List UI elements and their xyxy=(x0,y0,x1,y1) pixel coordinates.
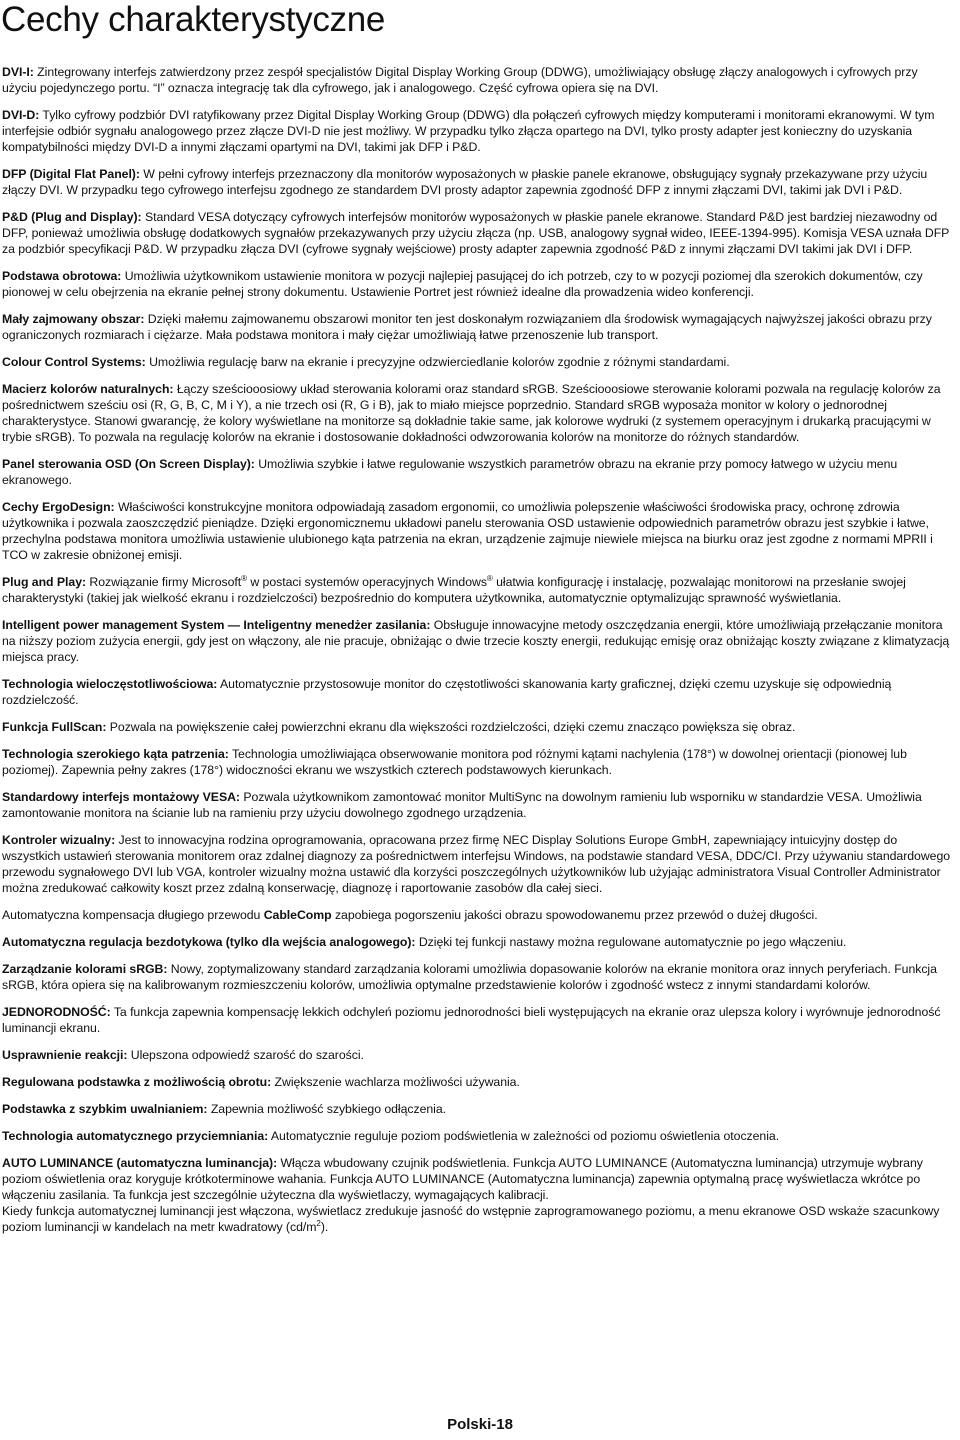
feature-multiple-frequency xyxy=(2,676,952,708)
feature-description: Umożliwia szybkie i łatwe regulowanie wszystkich parametrów obrazu na ekranie przy pomocy łatwego w użyciu menu ekranowego. xyxy=(2,457,898,487)
feature-description: Pozwala na powiększenie całej powierzchni ekranu dla większości rozdzielczości, dzięki czemu znacząco powiększa się obraz. xyxy=(106,720,796,734)
feature-auto-luminance xyxy=(2,1155,952,1203)
features-list xyxy=(2,64,952,1246)
feature-term: DVI-I: xyxy=(2,65,34,79)
registered-mark: ® xyxy=(241,573,247,583)
feature-term: Regulowana podstawka z możliwością obrotu: xyxy=(2,1075,272,1089)
feature-term: CableComp xyxy=(263,908,332,922)
page-number: Polski-18 xyxy=(447,1416,513,1433)
feature-term: AUTO LUMINANCE (automatyczna luminancja): xyxy=(2,1156,278,1170)
feature-term: DVI-D: xyxy=(2,108,40,122)
feature-description: Technologia umożliwiająca obserwowanie monitora pod różnymi kątami nachylenia (178°) w dowolnej orientacji (pionowej lub poziomej). Zapewnia pełny zakres (178°) widoczności ekranu we wszystkich czterech podstawowych kierunkach. xyxy=(2,747,907,777)
feature-description: Zwiększenie wachlarza możliwości używania. xyxy=(271,1075,520,1089)
feature-term: Technologia wieloczęstotliwościowa: xyxy=(2,677,218,691)
feature-plug-and-display xyxy=(2,209,952,257)
feature-term: Usprawnienie reakcji: xyxy=(2,1048,128,1062)
feature-description: Standard VESA dotyczący cyfrowych interfejsów monitorów wyposażonych w płaskie panele ekranowe. Standard P&D jest bardziej niezawodny od DFP, ponieważ umożliwia obsługę dodatkowych sygnałów przekazywanych przy użyciu złącza (np. USB, analogowy sygnał wideo, IEEE-1394-995). Komisja VESA uznała DFP za podzbiór specyfikacji P&D. W przypadku złącza DVI (cyfrowe sygnały wejściowe) prosty adapter zapewnia zgodność P&D z innymi złączami DVI takimi jak DVI i DFP. xyxy=(2,210,950,256)
feature-description: Automatycznie reguluje poziom podświetlenia w zależności od poziomu oświetlenia otoczenia. xyxy=(268,1129,780,1143)
feature-term: Colour Control Systems: xyxy=(2,355,146,369)
feature-description: Rozwiązanie firmy Microsoft xyxy=(86,575,242,589)
feature-description: Właściwości konstrukcyjne monitora odpowiadają zasadom ergonomii, co umożliwia polepszenie właściwości środowiska pracy, ochronę zdrowia użytkownika i pozwala zaoszczędzić pieniądze. Dzięki ergonomicznemu układowi panelu sterowania OSD ustawienie odpowiednich parametrów obrazu jest szybkie i łatwe, przechylna podstawa monitora umożliwia ustawienie ulubionego kąta patrzenia na ekran, urządzenie zajmuje niewiele miejsca na biurku oraz jest zgodne z normami MPRII i TCO w zakresie obniżonej emisji. xyxy=(2,500,933,562)
feature-pivot-stand xyxy=(2,268,952,300)
feature-fullscan xyxy=(2,719,952,735)
feature-term: Funkcja FullScan: xyxy=(2,720,107,734)
feature-ergodesign xyxy=(2,499,952,563)
feature-description: Ulepszona odpowiedź szarość do szarości. xyxy=(127,1048,364,1062)
feature-term: Mały zajmowany obszar: xyxy=(2,312,145,326)
feature-description: Umożliwia użytkownikom ustawienie monitora w pozycji najlepiej pasującej do ich potrzeb, czy to w pozycji poziomej dla szerokich dokumentów, czy pionowej w celu obejrzenia na ekranie pełnej strony dokumentu. Ustawienie Portret jest również idealne dla prowadzenia wideo konferencji. xyxy=(2,269,923,299)
feature-response-improve xyxy=(2,1047,952,1063)
feature-description: Obsługuje innowacyjne metody oszczędzania energii, które umożliwiają przełączanie monitora na niższy poziom zużycia energii, gdy jest on włączony, ale nie pracuje, obniżając o dwie trzecie koszty energii, redukując emisję oraz obniżając koszty związane z klimatyzacją miejsca pracy. xyxy=(2,618,950,664)
feature-description: Tylko cyfrowy podzbiór DVI ratyfikowany przez Digital Display Working Group (DDWG) dla połączeń cyfrowych między komputerami i monitorami ekranowymi. W tym interfejsie odbiór sygnału analogowego przez złącze DVI-D nie jest możliwy. W przypadku tylko złącza opartego na DVI, tylko prosty adapter jest konieczny do uzyskania kompatybilności między DVI-D a innymi złączami opartymi na DVI, takimi jak DFP i P&D. xyxy=(2,108,935,154)
feature-natural-color-matrix xyxy=(2,381,952,445)
feature-description: Jest to innowacyjna rodzina oprogramowania, opracowana przez firmę NEC Display Solutions Europe GmbH, zapewniający intuicyjny dostęp do wszystkich ustawień sterowania monitorem oraz zdalnej diagnozy za pośrednictwem interfejsu Windows, na podstawie standard VESA, DDC/CI. Przy używaniu standardowego przewodu sygnałowego DVI lub VGA, kontroler wizualny można ustawić dla korzyści poszczególnych użytkowników lub użyjając administratora Visual Controller Administrator można zredukować całkowity koszt przez zdalną konserwację, diagnozę i raportowanie zasobów dla całej sieci. xyxy=(2,833,951,895)
feature-term: Zarządzanie kolorami sRGB: xyxy=(2,962,168,976)
feature-description: Automatycznie przystosowuje monitor do częstotliwości skanowania karty graficznej, dzięki czemu uzyskuje się odpowiednią rozdzielczość. xyxy=(2,677,892,707)
feature-colour-control xyxy=(2,354,952,370)
feature-srgb-color xyxy=(2,961,952,993)
feature-description: ). xyxy=(320,1220,329,1234)
feature-description: Kiedy funkcja automatycznej luminancji jest włączona, wyświetlacz zredukuje jasność do wstępnie zaprogramowanego poziomu, a menu ekranowe OSD wskaże szacunkowy poziom luminancji w kandelach na metr kwadratowy (cd/m xyxy=(2,1204,940,1234)
feature-osd-controls xyxy=(2,456,952,488)
feature-no-touch-adjust xyxy=(2,934,952,950)
feature-description: W pełni cyfrowy interfejs przeznaczony dla monitorów wyposażonych w płaskie panele ekranowe, obsługujący sygnały przekazywane przy użyciu złączy DVI. W przypadku tego cyfrowego interfejsu zgodnego ze standardem DVI prosty adaptor zapewnia zgodność DFP z innymi złączami DVI, takimi jak DVI i P&D. xyxy=(2,167,928,197)
registered-mark: ® xyxy=(486,573,493,583)
feature-term: Technologia szerokiego kąta patrzenia: xyxy=(2,747,229,761)
feature-swivel-stand xyxy=(2,1074,952,1090)
feature-term: DFP (Digital Flat Panel): xyxy=(2,167,140,181)
feature-dvi-i xyxy=(2,64,952,96)
feature-description: Dzięki małemu zajmowanemu obszarowi monitor ten jest doskonałym rozwiązaniem dla środowisk wymagających najwyższej jakości obrazu przy ograniczonych rozmiarach i ciężarze. Mała podstawa monitora i mały ciężar umożliwiają łatwe przenoszenie lub transport. xyxy=(2,312,932,342)
feature-term: Kontroler wizualny: xyxy=(2,833,116,847)
feature-description: ułatwia konfigurację i instalację, pozwalając monitorowi na przesłanie swojej charakterystyki (takiej jak wielkość ekranu i rozdzielczości) bezpośrednio do komputera użytkownika, automatycznie optymalizując sprawność wyświetlania. xyxy=(2,575,906,605)
feature-dvi-d xyxy=(2,107,952,155)
feature-term: Podstawa obrotowa: xyxy=(2,269,122,283)
feature-description: Nowy, zoptymalizowany standard zarządzania kolorami umożliwia dopasowanie kolorów na ekranie monitora oraz innych peryferiach. Funkcja sRGB, która opiera się na kalibrowanym rozmieszczeniu kolorów, umożliwia optymalne przedstawienie kolorów i zgodność wstecz z innymi standardami kolorów. xyxy=(2,962,937,992)
feature-term: Macierz kolorów naturalnych: xyxy=(2,382,174,396)
feature-description: Zapewnia możliwość szybkiego odłączenia. xyxy=(207,1102,447,1116)
feature-description: Automatyczna kompensacja długiego przewodu xyxy=(2,908,264,922)
feature-description: Ta funkcja zapewnia kompensację lekkich odchyleń poziomu jednorodności bieli występujących na ekranie oraz ulepsza kolory i wyrównuje jednorodność luminancji ekranu. xyxy=(2,1005,941,1035)
feature-term: Plug and Play: xyxy=(2,575,87,589)
page-title: Cechy charakterystyczne xyxy=(1,0,386,39)
feature-description: w postaci systemów operacyjnych Windows xyxy=(246,575,487,589)
feature-vesa-mount xyxy=(2,789,952,821)
feature-visual-controller xyxy=(2,832,952,896)
feature-description: Włącza wbudowany czujnik podświetlenia. Funkcja AUTO LUMINANCE (Automatyczna luminancja) utrzymuje wybrany poziom oświetlenia oraz koryguje krótkoterminowe wahania. Funkcja AUTO LUMINANCE (Automatyczna luminancja) zapewnia optymalną pracę wyświetlacza wkrótce po włączeniu zasilania. Ta funkcja jest szczególnie użyteczna dla wyświetlaczy, wymagających kalibracji. xyxy=(2,1156,923,1202)
feature-term: P&D (Plug and Display): xyxy=(2,210,142,224)
feature-term: Technologia automatycznego przyciemniania: xyxy=(2,1129,269,1143)
feature-wide-viewing-angle xyxy=(2,746,952,778)
feature-term: Standardowy interfejs montażowy VESA: xyxy=(2,790,240,804)
feature-term: Cechy ErgoDesign: xyxy=(2,500,115,514)
feature-cablecomp xyxy=(2,907,952,923)
feature-term: Automatyczna regulacja bezdotykowa (tylko dla wejścia analogowego): xyxy=(2,935,416,949)
feature-small-footprint xyxy=(2,311,952,343)
feature-description: Łączy sześciooosiowy układ sterowania kolorami oraz standard sRGB. Sześciooosiowe sterowanie kolorami pozwala na regulację kolorów za pośrednictwem sześciu osi (R, G, B, C, M i Y), a nie trzech osi (R, G i B), jak to miało miejsce poprzednio. Standard sRGB wyposaża monitor w kolory o jednorodnej charakterystyce. Stanowi gwarancję, że kolory wyświetlane na monitorze są dokładnie takie same, jak kolorowe wydruki (z systemem operacyjnym i drukarką pracującymi w trybie sRGB). To pozwala na regulację kolorów na ekranie i dostosowanie dokładności odwzorowania kolorów na monitorze do różnych standardów. xyxy=(2,382,941,444)
feature-term: Podstawka z szybkim uwalnianiem: xyxy=(2,1102,208,1116)
feature-quick-release-stand xyxy=(2,1101,952,1117)
feature-description: zapobiega pogorszeniu jakości obrazu spowodowanemu przez przewód o dużej długości. xyxy=(331,908,818,922)
feature-term: Intelligent power management System — Inteligentny menedżer zasilania: xyxy=(2,618,431,632)
feature-description: Zintegrowany interfejs zatwierdzony przez zespół specjalistów Digital Display Working Group (DDWG), umożliwiający obsługę złączy analogowych i cyfrowych przy użyciu pojedynczego portu. “I” oznacza integrację tak dla cyfrowego, jak i analogowego. Część cyfrowa opiera się na DVI. xyxy=(2,65,918,95)
feature-auto-luminance-note xyxy=(2,1203,952,1235)
feature-term: Panel sterowania OSD (On Screen Display): xyxy=(2,457,255,471)
feature-description: Dzięki tej funkcji nastawy można regulowane automatycznie po jego włączeniu. xyxy=(415,935,847,949)
feature-term: JEDNORODNOŚĆ: xyxy=(2,1005,111,1019)
feature-power-management xyxy=(2,617,952,665)
feature-uniformity xyxy=(2,1004,952,1036)
feature-auto-dimming xyxy=(2,1128,952,1144)
feature-description: Umożliwia regulację barw na ekranie i precyzyjne odzwierciedlanie kolorów zgodnie z różnymi standardami. xyxy=(145,355,730,369)
feature-description: Pozwala użytkownikom zamontować monitor MultiSync na dowolnym ramieniu lub wsporniku w standardzie VESA. Umożliwia zamontowanie monitora na ścianie lub na ramieniu przy użyciu dowolnego zgodnego urządzenia. xyxy=(2,790,922,820)
superscript-two: 2 xyxy=(316,1218,321,1228)
feature-plug-and-play xyxy=(2,574,952,606)
feature-dfp xyxy=(2,166,952,198)
